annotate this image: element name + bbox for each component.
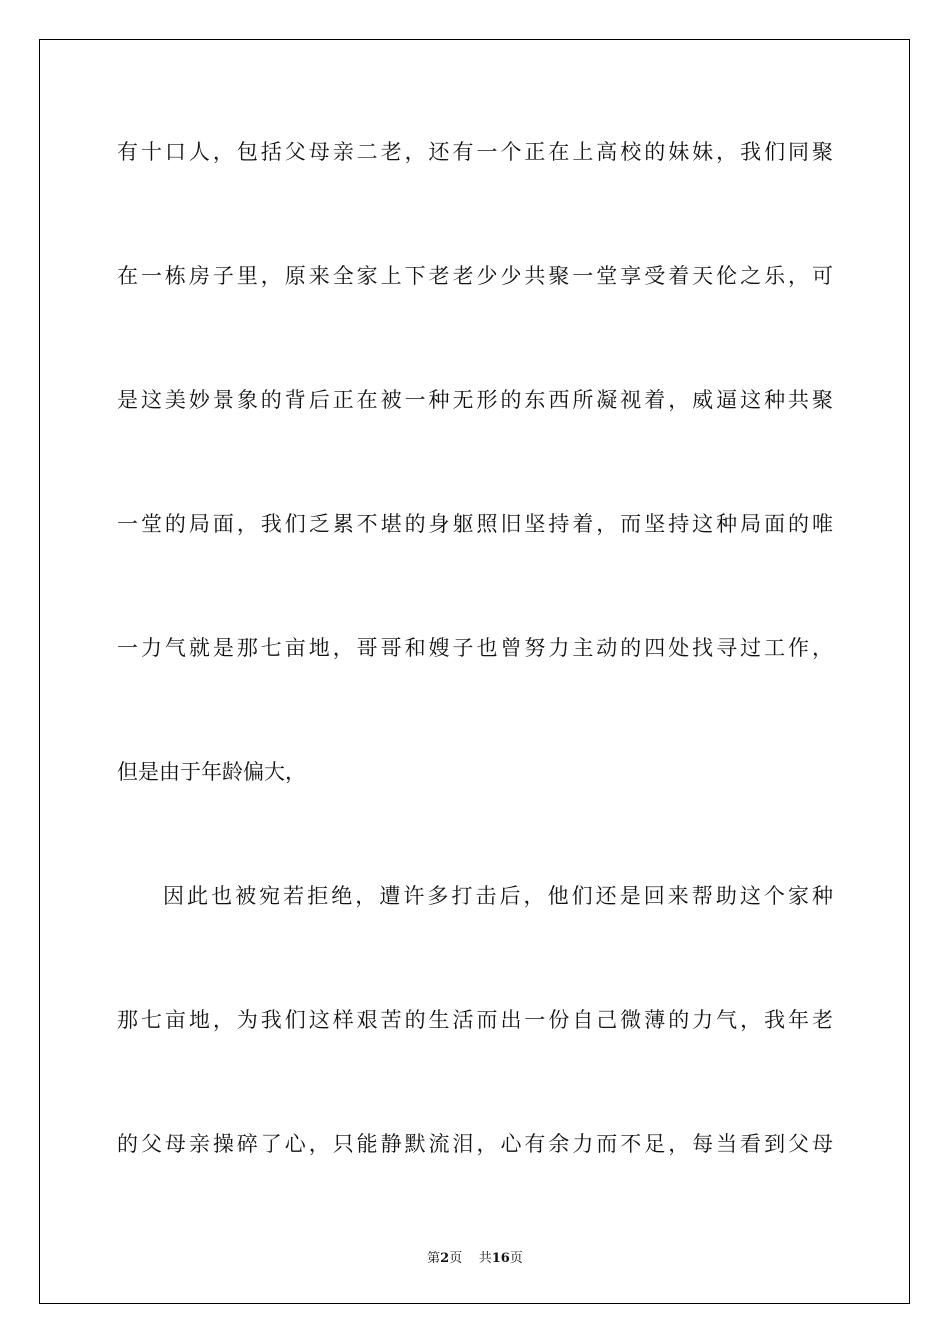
footer-page-suffix: 页 <box>449 1251 463 1266</box>
footer-page-prefix: 第 <box>427 1251 441 1266</box>
footer-total-suffix: 页 <box>509 1251 523 1266</box>
text-line: 一力气就是那七亩地，哥哥和嫂子也曾努力主动的四处找寻过工作， <box>117 636 833 660</box>
text-line: 有十口人，包括父母亲二老，还有一个正在上高校的妹妹，我们同聚 <box>117 140 833 164</box>
text-line: 在一栋房子里，原来全家上下老老少少共聚一堂享受着天伦之乐，可 <box>117 264 833 288</box>
text-line: 但是由于年龄偏大， <box>117 760 306 784</box>
footer-page-number: 2 <box>440 1251 450 1266</box>
text-line: 的父母亲操碎了心，只能静默流泪，心有余力而不足，每当看到父母 <box>117 1132 833 1156</box>
paragraph-first-line: 因此也被宛若拒绝，遭许多打击后，他们还是回来帮助这个家种 <box>163 884 833 908</box>
page-border <box>39 39 910 1304</box>
text-line: 是这美妙景象的背后正在被一种无形的东西所凝视着，威逼这种共聚 <box>117 388 833 412</box>
text-line: 那七亩地，为我们这样艰苦的生活而出一份自己微薄的力气，我年老 <box>117 1008 833 1032</box>
page-footer <box>0 1247 950 1266</box>
footer-total-pages: 16 <box>491 1251 510 1266</box>
footer-total-prefix: 共 <box>478 1251 492 1266</box>
text-line: 一堂的局面，我们乏累不堪的身躯照旧坚持着，而坚持这种局面的唯 <box>117 512 833 536</box>
